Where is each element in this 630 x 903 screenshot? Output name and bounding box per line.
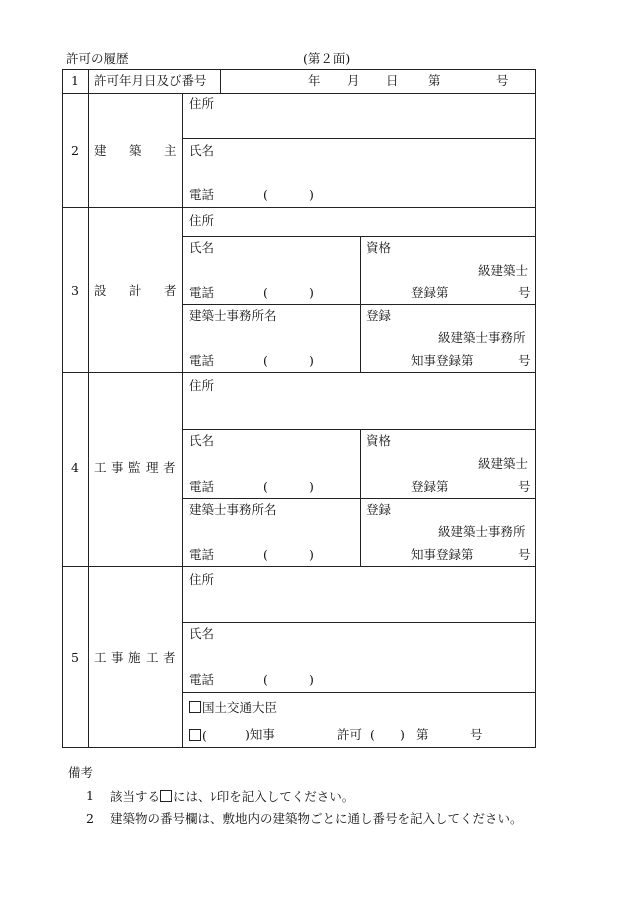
checkbox-icon[interactable] — [189, 701, 201, 713]
number-suffix: 号 — [518, 353, 531, 368]
role-label-char: 監 — [128, 460, 141, 475]
row2-inner-line — [182, 138, 536, 139]
notes-heading: 備考 — [68, 765, 94, 780]
number-column-divider — [88, 69, 89, 748]
role-label-char: 工 — [146, 650, 159, 665]
name-label: 氏名 — [189, 240, 215, 255]
role-label-char: 施 — [128, 650, 141, 665]
row-number: 3 — [71, 283, 79, 298]
paren-open: ( — [263, 353, 268, 368]
phone-label: 電話 — [189, 672, 215, 687]
office-name-label: 建築士事務所名 — [189, 308, 277, 323]
address-label: 住所 — [189, 96, 215, 111]
name-label: 氏名 — [189, 143, 215, 158]
minister-option — [189, 701, 277, 715]
governor-label: )知事 — [245, 727, 275, 742]
permit-history-table — [62, 69, 536, 748]
address-label: 住所 — [189, 213, 215, 228]
paren-close: ) — [309, 353, 314, 368]
phone-label: 電話 — [189, 353, 215, 368]
row1-label-divider — [220, 69, 221, 93]
row-separator — [62, 566, 536, 567]
governor-registration-label: 知事登録第 — [411, 547, 474, 562]
phone-label: 電話 — [189, 479, 215, 494]
paren-close: ) — [309, 547, 314, 562]
checkbox-icon — [160, 790, 172, 802]
role-label-char: 工 — [94, 650, 107, 665]
phone-label: 電話 — [189, 547, 215, 562]
page-label: (第２面) — [303, 51, 351, 66]
registration-label: 登録 — [366, 502, 392, 517]
role-label-char: 者 — [164, 283, 177, 298]
name-label: 氏名 — [189, 433, 215, 448]
row-number: 1 — [71, 73, 79, 88]
label-column-divider — [182, 93, 183, 748]
role-label-char: 主 — [164, 143, 177, 158]
row4-inner-line — [182, 498, 536, 499]
day-label: 日 — [386, 73, 399, 88]
address-label: 住所 — [189, 572, 215, 587]
year-label: 年 — [308, 73, 321, 88]
name-label: 氏名 — [189, 626, 215, 641]
row-number: 5 — [71, 650, 79, 665]
paren-close: ) — [309, 479, 314, 494]
number-suffix: 号 — [470, 727, 483, 742]
role-label-char: 事 — [111, 650, 124, 665]
paren-close: ) — [309, 672, 314, 687]
number-prefix: 第 — [416, 727, 429, 742]
architect-class-label: 級建築士 — [478, 263, 529, 278]
paren-close: ) — [309, 285, 314, 300]
note-number: 2 — [86, 811, 94, 826]
note-number: 1 — [86, 788, 94, 803]
page-title: 許可の履歴 — [66, 51, 129, 66]
paren-open: ( — [263, 547, 268, 562]
role-label-char: 築 — [129, 143, 142, 158]
paren-open: ( — [263, 187, 268, 202]
permit-date-label: 許可年月日及び番号 — [94, 73, 207, 88]
office-class-label: 級建築士事務所 — [438, 524, 526, 539]
registration-number-label: 登録第 — [411, 285, 449, 300]
office-name-label: 建築士事務所名 — [189, 502, 277, 517]
paren-open: ( — [263, 672, 268, 687]
row-separator — [62, 93, 536, 94]
paren-close: ) — [309, 187, 314, 202]
row-number: 4 — [71, 460, 79, 475]
paren-open: ( — [263, 285, 268, 300]
number-suffix: 号 — [518, 285, 531, 300]
number-suffix: 号 — [518, 479, 531, 494]
office-class-label: 級建築士事務所 — [438, 330, 526, 345]
permit-label: 許可 — [337, 727, 363, 742]
role-label-char: 設 — [94, 283, 107, 298]
role-label-char: 理 — [146, 460, 159, 475]
role-label-char: 事 — [111, 460, 124, 475]
row-separator — [62, 372, 536, 373]
number-suffix: 号 — [518, 547, 531, 562]
address-label: 住所 — [189, 378, 215, 393]
phone-label: 電話 — [189, 285, 215, 300]
governor-registration-label: 知事登録第 — [411, 353, 474, 368]
note-text: 該当する には、ﾚ印を記入してください。 — [110, 789, 355, 804]
qualification-label: 資格 — [366, 240, 392, 255]
qualification-label: 資格 — [366, 433, 392, 448]
paren-close: ) — [400, 727, 405, 742]
phone-label: 電話 — [189, 187, 215, 202]
row-number: 2 — [71, 143, 79, 158]
row3-inner-line — [182, 304, 536, 305]
governor-option — [189, 729, 207, 743]
month-label: 月 — [347, 73, 360, 88]
number-prefix: 第 — [428, 73, 441, 88]
architect-class-label: 級建築士 — [478, 456, 529, 471]
registration-label: 登録 — [366, 308, 392, 323]
number-suffix: 号 — [496, 73, 509, 88]
paren-open: ( — [370, 727, 375, 742]
row5-inner-line — [182, 622, 536, 623]
checkbox-icon[interactable] — [189, 729, 201, 741]
paren-open: ( — [263, 479, 268, 494]
role-label-char: 建 — [94, 143, 107, 158]
row4-inner-line — [182, 429, 536, 430]
role-label-char: 計 — [129, 283, 142, 298]
registration-number-label: 登録第 — [411, 479, 449, 494]
row3-inner-line — [182, 236, 536, 237]
paren-open: ( — [202, 728, 207, 743]
role-label-char: 者 — [163, 650, 176, 665]
note-text: 建築物の番号欄は、敷地内の建築物ごとに通し番号を記入してください。 — [110, 811, 523, 826]
row5-inner-line — [182, 692, 536, 693]
role-label-char: 者 — [163, 460, 176, 475]
row-separator — [62, 207, 536, 208]
role-label-char: 工 — [94, 460, 107, 475]
minister-label: 国土交通大臣 — [202, 700, 278, 715]
